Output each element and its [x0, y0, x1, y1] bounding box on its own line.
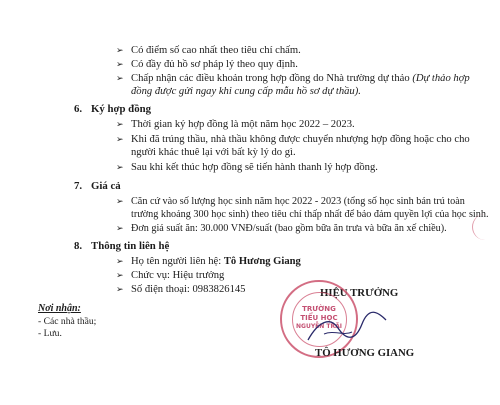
section-6-line-3: Sau khi kết thúc hợp đồng sẽ tiến hành thanh lý hợp đồng. — [131, 162, 378, 173]
arrow-bullet-icon: ➢ — [116, 256, 124, 266]
section-7-line-1: Căn cứ vào số lượng học sinh năm học 2022 - 2023 (tổng số học sinh bán trú toàn — [131, 196, 465, 207]
arrow-bullet-icon: ➢ — [116, 162, 124, 172]
recipients-heading: Nơi nhận: — [38, 303, 81, 314]
recipient-item: - Lưu. — [38, 328, 62, 339]
handwritten-signature — [300, 302, 390, 352]
section-7-title: Giá cả — [91, 180, 121, 192]
arrow-bullet-icon: ➢ — [116, 284, 124, 294]
section-8-title: Thông tin liên hệ — [91, 240, 170, 252]
section-6-title: Ký hợp đồng — [91, 103, 151, 115]
arrow-bullet-icon: ➢ — [116, 59, 124, 69]
criteria-item-legal-docs: Có đầy đủ hồ sơ pháp lý theo quy định. — [131, 59, 298, 70]
contact-phone: Số điện thoại: 0983826145 — [131, 284, 246, 295]
seal-text-level: TIỂU HỌC — [300, 314, 338, 322]
page-edge-seal — [472, 214, 500, 240]
criteria-item-accept-terms — [131, 72, 470, 85]
section-7-line-2: Đơn giá suất ăn: 30.000 VNĐ/suất (bao gồm bữa ăn trưa và bữa ăn xế chiều). — [131, 223, 447, 234]
seal-text-school: TRƯỜNG — [302, 305, 336, 313]
section-6-line-2: Khi đã trúng thầu, nhà thầu không được chuyển nhượng hợp đồng hoặc cho cho — [131, 134, 470, 145]
criteria-accept-terms-note: (Dự thảo hợp — [412, 73, 470, 84]
contact-name-label: Họ tên người liên hệ: — [131, 256, 222, 267]
section-7-number: 7. — [74, 180, 83, 192]
arrow-bullet-icon: ➢ — [116, 73, 124, 83]
recipient-item: - Các nhà thầu; — [38, 316, 97, 327]
arrow-bullet-icon: ➢ — [116, 270, 124, 280]
section-8-number: 8. — [74, 240, 83, 252]
section-6-number: 6. — [74, 103, 83, 115]
contact-name-value: Tô Hương Giang — [223, 256, 301, 267]
signature-title: HIỆU TRƯỞNG — [320, 287, 399, 299]
signer-name: TÔ HƯƠNG GIANG — [315, 347, 415, 359]
seal-text-name: NGUYỄN TRÃI — [296, 323, 342, 330]
section-6-line-2-cont: người khác thuê lại với bất kỳ lý do gì. — [131, 147, 296, 158]
criteria-item-highest-score: Có điểm số cao nhất theo tiêu chí chấm. — [131, 45, 301, 56]
contact-position: Chức vụ: Hiệu trưởng — [131, 270, 225, 281]
arrow-bullet-icon: ➢ — [116, 134, 124, 144]
criteria-accept-terms-text: Chấp nhận các điều khoản trong hợp đồng do Nhà trường dự thảo — [131, 73, 410, 84]
contact-name — [131, 255, 301, 268]
arrow-bullet-icon: ➢ — [116, 223, 124, 233]
arrow-bullet-icon: ➢ — [116, 196, 124, 206]
arrow-bullet-icon: ➢ — [116, 45, 124, 55]
criteria-accept-terms-note-cont: đồng được gửi ngay khi cung cấp mẫu hồ sơ dự thầu). — [131, 86, 361, 97]
section-7-line-1-cont: trường khoảng 300 học sinh) theo tiêu chí thấp nhất để bảo đảm quyền lợi của học sinh. — [131, 209, 489, 220]
section-6-line-1: Thời gian ký hợp đồng là một năm học 2022 – 2023. — [131, 119, 355, 130]
arrow-bullet-icon: ➢ — [116, 119, 124, 129]
